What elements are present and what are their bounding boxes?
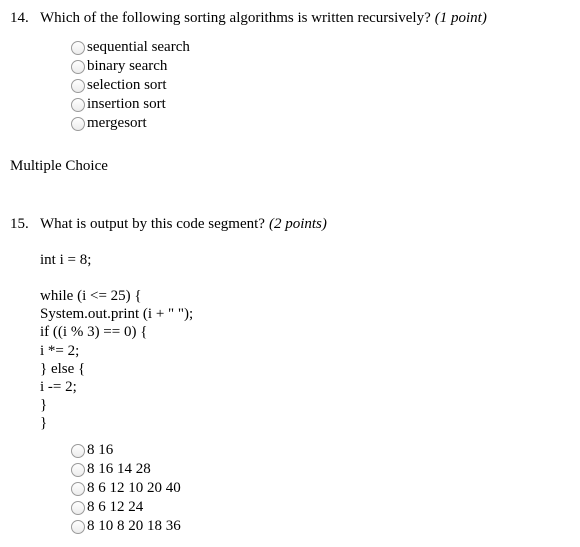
answer-option[interactable] xyxy=(71,76,190,95)
code-line: while (i <= 25) { xyxy=(40,288,142,304)
answer-option[interactable] xyxy=(71,114,190,133)
code-line: } xyxy=(40,415,48,432)
answer-option[interactable] xyxy=(71,38,190,57)
option-label: binary search xyxy=(87,58,168,74)
answer-option[interactable] xyxy=(71,498,181,517)
answer-option[interactable] xyxy=(71,95,190,114)
option-label: selection sort xyxy=(87,77,167,93)
code-line: System.out.print (i + " "); xyxy=(40,306,194,323)
code-declaration xyxy=(40,251,91,269)
radio-button[interactable] xyxy=(71,463,85,477)
code-line: int i = 8; xyxy=(40,252,92,268)
answer-option[interactable] xyxy=(71,517,181,536)
option-label: 8 16 14 28 xyxy=(87,461,151,477)
radio-button[interactable] xyxy=(71,501,85,515)
radio-button[interactable] xyxy=(71,60,85,74)
code-line: i -= 2; xyxy=(40,378,77,395)
radio-button[interactable] xyxy=(71,482,85,496)
radio-button[interactable] xyxy=(71,520,85,534)
option-label: mergesort xyxy=(87,115,147,131)
answer-option[interactable] xyxy=(71,441,181,460)
question-number: 14. xyxy=(10,10,29,26)
option-label: 8 6 12 24 xyxy=(87,499,144,515)
question-type-label: Multiple Choice xyxy=(10,158,108,174)
code-line: } xyxy=(40,397,48,414)
question-15-options xyxy=(71,441,181,536)
answer-option[interactable] xyxy=(71,57,190,76)
radio-button[interactable] xyxy=(71,444,85,458)
question-number: 15. xyxy=(10,216,29,232)
question-prompt: Which of the following sorting algorithms is written recursively? xyxy=(40,10,431,26)
code-line: i *= 2; xyxy=(40,342,80,359)
code-line: if ((i % 3) == 0) { xyxy=(40,324,148,341)
question-points: (2 points) xyxy=(268,216,327,232)
question-prompt: What is output by this code segment? xyxy=(40,216,265,232)
option-label: sequential search xyxy=(87,39,190,55)
answer-option[interactable] xyxy=(71,460,181,479)
code-line: } else { xyxy=(40,360,86,377)
radio-button[interactable] xyxy=(71,117,85,131)
code-segment xyxy=(40,287,193,433)
question-15-header xyxy=(10,216,327,233)
option-label: 8 6 12 10 20 40 xyxy=(87,480,181,496)
radio-button[interactable] xyxy=(71,98,85,112)
radio-button[interactable] xyxy=(71,41,85,55)
option-label: insertion sort xyxy=(87,96,166,112)
question-points: (1 point) xyxy=(434,10,487,26)
question-14-header xyxy=(10,10,487,27)
radio-button[interactable] xyxy=(71,79,85,93)
answer-option[interactable] xyxy=(71,479,181,498)
question-14-options xyxy=(71,38,190,133)
option-label: 8 16 xyxy=(87,442,114,458)
option-label: 8 10 8 20 18 36 xyxy=(87,518,181,534)
